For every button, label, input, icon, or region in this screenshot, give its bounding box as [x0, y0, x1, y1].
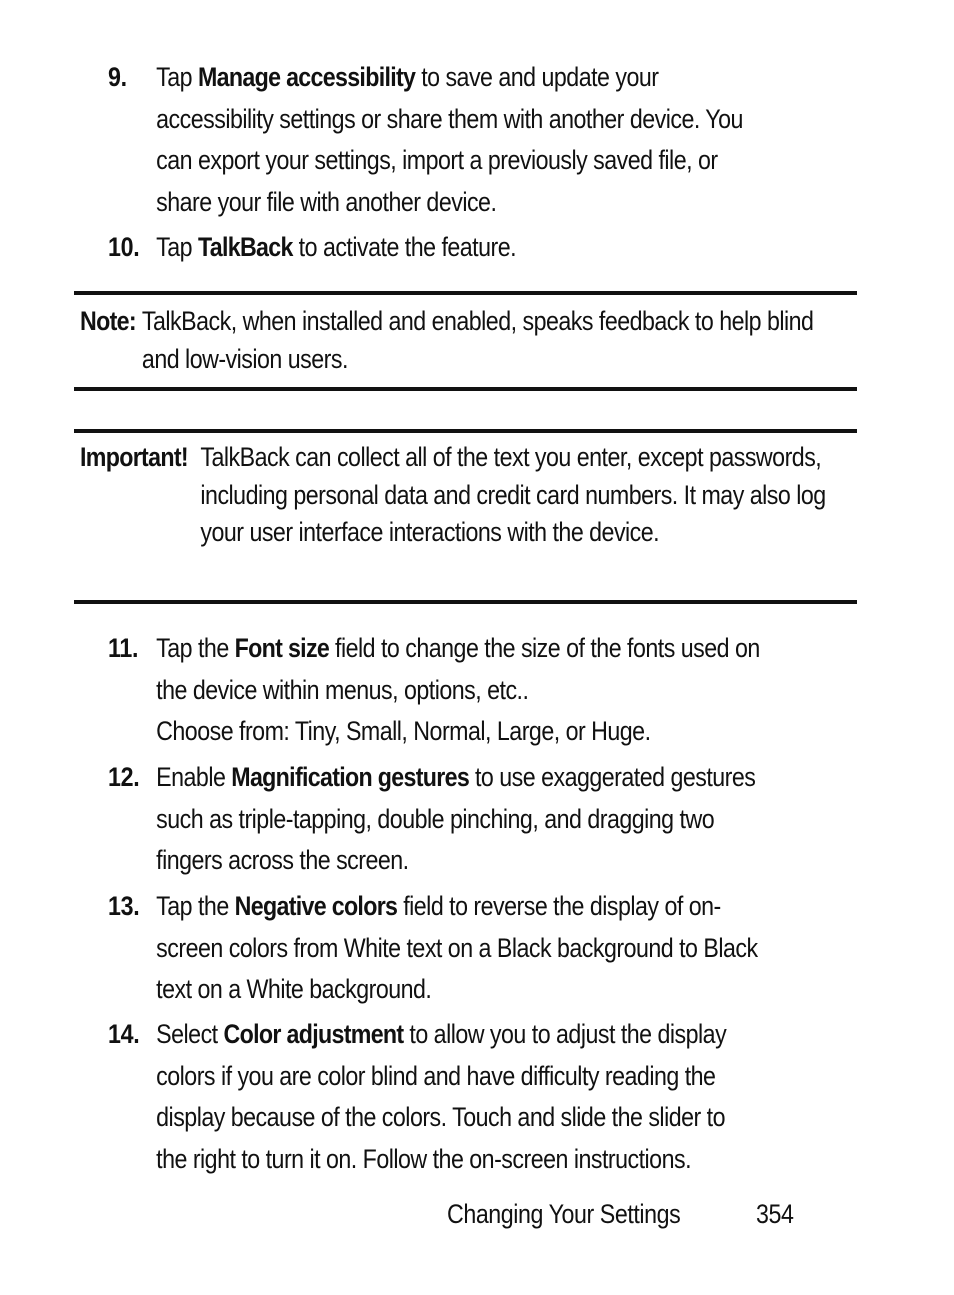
important-text: TalkBack can collect all of the text you enter, except passwords, including personal data and credit card numbers. It may also log your user interface interactions with the device.	[200, 442, 826, 547]
step-text-lead: Select	[156, 1019, 224, 1049]
step-13	[108, 886, 762, 1011]
important-top-rule	[74, 429, 857, 433]
step-text	[156, 57, 761, 223]
step-text-rest: to save and update your accessibility settings or share them with another device. You can export your settings, import a previously saved file, or share your file with another device.	[156, 62, 743, 217]
ui-term: Manage accessibility	[197, 62, 416, 92]
note-text: TalkBack, when installed and enabled, speaks feedback to help blind and low-vision users.	[141, 306, 814, 374]
important-label: Important!	[80, 442, 188, 472]
footer-section-title: Changing Your Settings	[447, 1199, 681, 1229]
note-bottom-rule	[74, 387, 857, 391]
step-number: 11.	[108, 633, 139, 663]
step-extra-text: Choose from: Tiny, Small, Normal, Large, or Huge.	[156, 716, 651, 746]
step-9	[108, 57, 762, 223]
step-text-lead: Tap the	[156, 633, 235, 663]
note-top-rule	[74, 291, 857, 295]
step-text-lead: Enable	[156, 762, 232, 792]
step-text-lead: Tap	[156, 232, 198, 262]
step-text	[156, 1014, 761, 1180]
ui-term: Magnification gestures	[231, 762, 470, 792]
step-text-lead: Tap	[156, 62, 198, 92]
step-12	[108, 757, 762, 882]
step-text	[156, 886, 761, 1011]
step-10	[108, 227, 762, 269]
step-text-rest: field to change the size of the fonts used on the device within menus, options, etc..	[156, 633, 760, 705]
step-text-lead: Tap the	[156, 891, 235, 921]
ui-term: TalkBack	[197, 232, 293, 262]
step-number: 14.	[108, 1019, 140, 1049]
ui-term: Color adjustment	[223, 1019, 404, 1049]
step-text-rest: to activate the feature.	[292, 232, 517, 262]
note-callout	[80, 303, 854, 378]
ui-term: Negative colors	[234, 891, 398, 921]
step-14	[108, 1014, 762, 1180]
step-text-rest: to allow you to adjust the display colors if you are color blind and have difficulty reading the display because of the colors. Touch and slide the slider to the right to turn it on. Follow the on-screen instructions.	[156, 1019, 727, 1174]
step-number: 10.	[108, 232, 140, 262]
important-bottom-rule	[74, 600, 857, 604]
important-callout	[80, 439, 854, 552]
step-number: 12.	[108, 762, 140, 792]
step-text	[156, 757, 761, 882]
step-text	[156, 628, 761, 753]
note-label: Note:	[80, 306, 136, 336]
step-text	[156, 227, 761, 269]
page-number: 354	[756, 1199, 794, 1229]
step-text-rest: field to reverse the display of on-screen colors from White text on a Black background to Black text on a White background.	[156, 891, 758, 1004]
step-11	[108, 628, 762, 753]
step-text-rest: to use exaggerated gestures such as triple-tapping, double pinching, and dragging two fingers across the screen.	[156, 762, 756, 875]
step-number: 9.	[108, 62, 127, 92]
ui-term: Font size	[234, 633, 330, 663]
step-number: 13.	[108, 891, 140, 921]
